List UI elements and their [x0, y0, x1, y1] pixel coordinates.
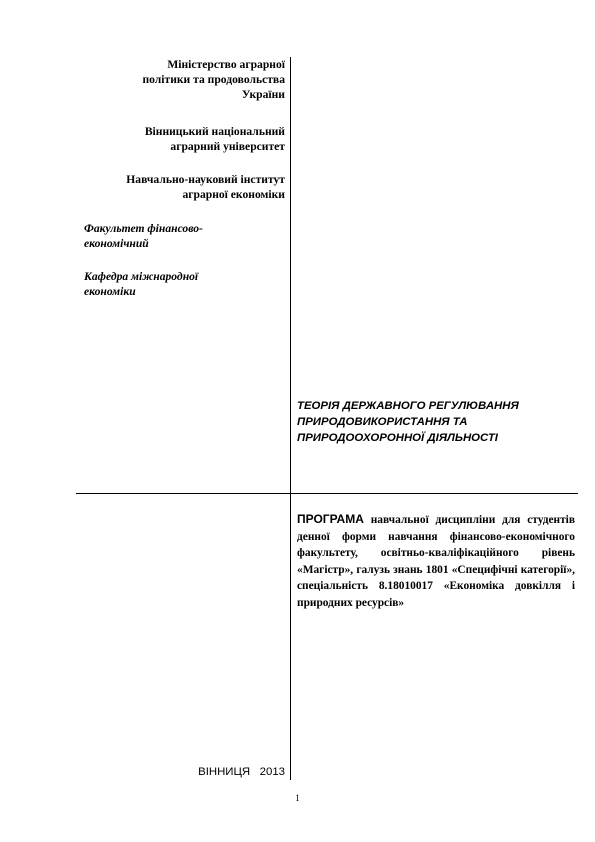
department-name: Кафедра міжнародної економіки — [84, 270, 199, 298]
city-year — [198, 765, 285, 780]
faculty-name: Факультет фінансово- економічний — [84, 222, 203, 250]
program-description — [297, 511, 575, 611]
program-text: навчальної дисципліни для студентів денної форми навчання фінансово-економічного факультету, освітньо-кваліфікаційного рівень «Магістр», галузь знань 1801 «Специфічні категорії», спеціальність 8.18010017 «Економіка довкілля і природних ресурсів» — [297, 514, 575, 609]
course-title: ТЕОРІЯ ДЕРЖАВНОГО РЕГУЛЮВАННЯ ПРИРОДОВИКОРИСТАННЯ ТА ПРИРОДООХОРОННОЇ ДІЯЛЬНОСТІ — [297, 400, 519, 444]
vertical-divider — [290, 57, 291, 780]
year: 2013 — [259, 766, 285, 778]
institute-name: Навчально-науковий інститут аграрної економіки — [126, 173, 285, 201]
horizontal-divider — [76, 493, 578, 494]
university-name: Вінницький національний аграрний університет — [144, 125, 285, 153]
city-name: ВІННИЦЯ — [198, 766, 251, 778]
program-heading: ПРОГРАМА — [297, 512, 364, 526]
page-number: 1 — [295, 793, 300, 803]
ministry-name: Міністерство аграрної політики та продовольства України — [142, 58, 285, 101]
